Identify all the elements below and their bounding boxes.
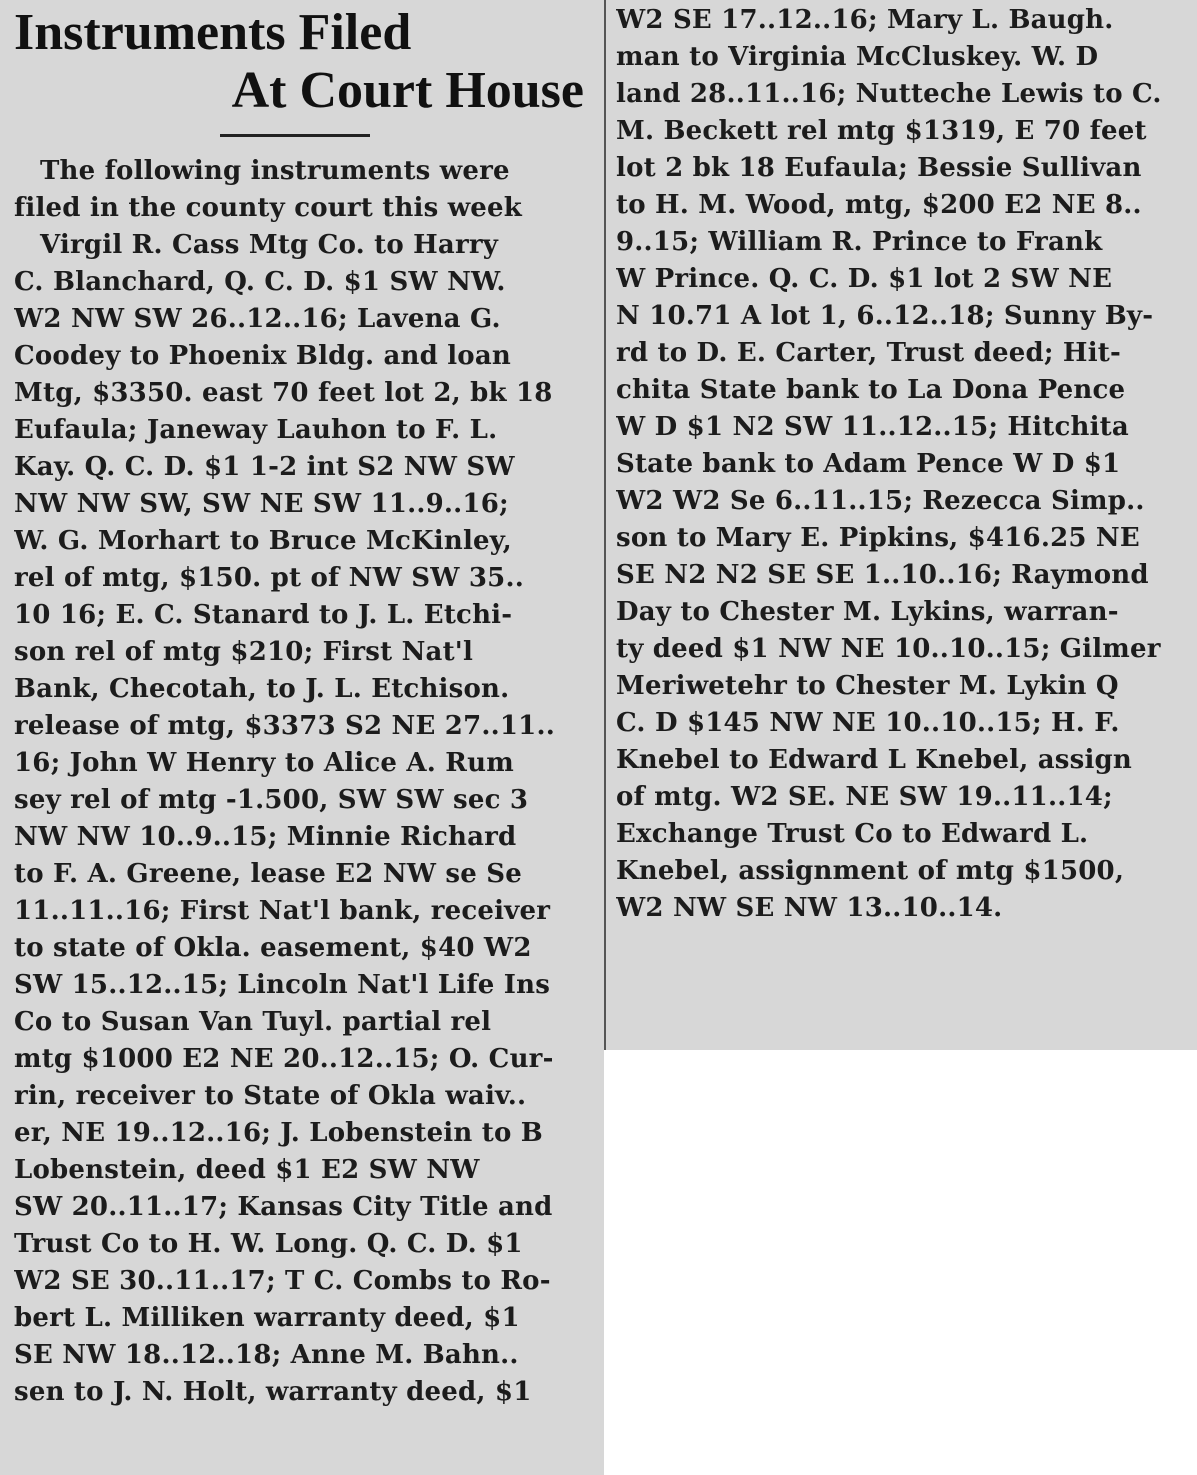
text-line: NW NW 10..9..15; Minnie Richard [14, 822, 517, 852]
text-line: ty deed $1 NW NE 10..10..15; Gilmer [616, 634, 1161, 664]
text-line: Knebel to Edward L Knebel, assign [616, 745, 1133, 775]
text-line: to H. M. Wood, mtg, $200 E2 NE 8.. [616, 190, 1142, 220]
text-line: W D $1 N2 SW 11..12..15; Hitchita [616, 412, 1129, 442]
text-line: NW NW SW, SW NE SW 11..9..16; [14, 489, 509, 519]
text-line: W2 SE 30..11..17; T C. Combs to Ro- [14, 1266, 551, 1296]
text-line: mtg $1000 E2 NE 20..12..15; O. Cur- [14, 1044, 554, 1074]
text-line: Coodey to Phoenix Bldg. and loan [14, 341, 511, 371]
text-line: 9..15; William R. Prince to Frank [616, 227, 1103, 257]
text-line: filed in the county court this week [14, 193, 522, 223]
text-line: Day to Chester M. Lykins, warran- [616, 597, 1119, 627]
text-line: Co to Susan Van Tuyl. partial rel [14, 1007, 492, 1037]
headline-line-1: Instruments Filed [14, 4, 412, 61]
text-line: to F. A. Greene, lease E2 NW se Se [14, 859, 522, 889]
text-line: Mtg, $3350. east 70 feet lot 2, bk 18 [14, 378, 553, 408]
left-column-text [14, 153, 598, 1411]
text-line: W2 W2 Se 6..11..15; Rezecca Simp.. [616, 486, 1145, 516]
text-line: son to Mary E. Pipkins, $416.25 NE [616, 523, 1140, 553]
text-line: Trust Co to H. W. Long. Q. C. D. $1 [14, 1229, 523, 1259]
text-line: lot 2 bk 18 Eufaula; Bessie Sullivan [616, 153, 1142, 183]
text-line: 16; John W Henry to Alice A. Rum [14, 748, 514, 778]
text-line: rel of mtg, $150. pt of NW SW 35.. [14, 563, 524, 593]
text-line: son rel of mtg $210; First Nat'l [14, 637, 474, 667]
text-line: State bank to Adam Pence W D $1 [616, 449, 1121, 479]
text-line: chita State bank to La Dona Pence [616, 375, 1126, 405]
text-line: man to Virginia McCluskey. W. D [616, 42, 1099, 72]
right-column-text [616, 2, 1189, 927]
text-line: rin, receiver to State of Okla waiv.. [14, 1081, 527, 1111]
text-line: C. D $145 NW NE 10..10..15; H. F. [616, 708, 1120, 738]
text-line: of mtg. W2 SE. NE SW 19..11..14; [616, 782, 1113, 812]
text-line: Lobenstein, deed $1 E2 SW NW [14, 1155, 480, 1185]
text-line: W2 SE 17..12..16; Mary L. Baugh. [616, 5, 1114, 35]
headline-rule [220, 134, 370, 137]
text-line: sey rel of mtg -1.500, SW SW sec 3 [14, 785, 529, 815]
text-line: W2 NW SE NW 13..10..14. [616, 893, 1003, 923]
text-line: Bank, Checotah, to J. L. Etchison. [14, 674, 510, 704]
text-line: SW 20..11..17; Kansas City Title and [14, 1192, 553, 1222]
text-line: 10 16; E. C. Stanard to J. L. Etchi- [14, 600, 513, 630]
text-line: Kay. Q. C. D. $1 1-2 int S2 NW SW [14, 452, 515, 482]
text-line: W2 NW SW 26..12..16; Lavena G. [14, 304, 501, 334]
text-line: SW 15..12..15; Lincoln Nat'l Life Ins [14, 970, 551, 1000]
text-line: er, NE 19..12..16; J. Lobenstein to B [14, 1118, 543, 1148]
right-column [604, 0, 1197, 1050]
text-line: Virgil R. Cass Mtg Co. to Harry [40, 230, 499, 260]
text-line: to state of Okla. easement, $40 W2 [14, 933, 532, 963]
text-line: bert L. Milliken warranty deed, $1 [14, 1303, 520, 1333]
headline-line-2: At Court House [231, 62, 584, 119]
text-line: Meriwetehr to Chester M. Lykin Q [616, 671, 1119, 701]
text-line: W. G. Morhart to Bruce McKinley, [14, 526, 512, 556]
text-line: C. Blanchard, Q. C. D. $1 SW NW. [14, 267, 506, 297]
text-line: Knebel, assignment of mtg $1500, [616, 856, 1125, 886]
text-line: M. Beckett rel mtg $1319, E 70 feet [616, 116, 1147, 146]
text-line: Exchange Trust Co to Edward L. [616, 819, 1089, 849]
text-line: Eufaula; Janeway Lauhon to F. L. [14, 415, 498, 445]
text-line: sen to J. N. Holt, warranty deed, $1 [14, 1377, 532, 1407]
text-line: SE NW 18..12..18; Anne M. Bahn.. [14, 1340, 519, 1370]
text-line: release of mtg, $3373 S2 NE 27..11.. [14, 711, 555, 741]
text-line: N 10.71 A lot 1, 6..12..18; Sunny By- [616, 301, 1154, 331]
text-line: The following instruments were [40, 156, 510, 186]
headline [14, 4, 598, 120]
text-line: SE N2 N2 SE SE 1..10..16; Raymond [616, 560, 1149, 590]
text-line: rd to D. E. Carter, Trust deed; Hit- [616, 338, 1121, 368]
text-line: land 28..11..16; Nutteche Lewis to C. [616, 79, 1162, 109]
text-line: 11..11..16; First Nat'l bank, receiver [14, 896, 551, 926]
text-line: W Prince. Q. C. D. $1 lot 2 SW NE [616, 264, 1113, 294]
